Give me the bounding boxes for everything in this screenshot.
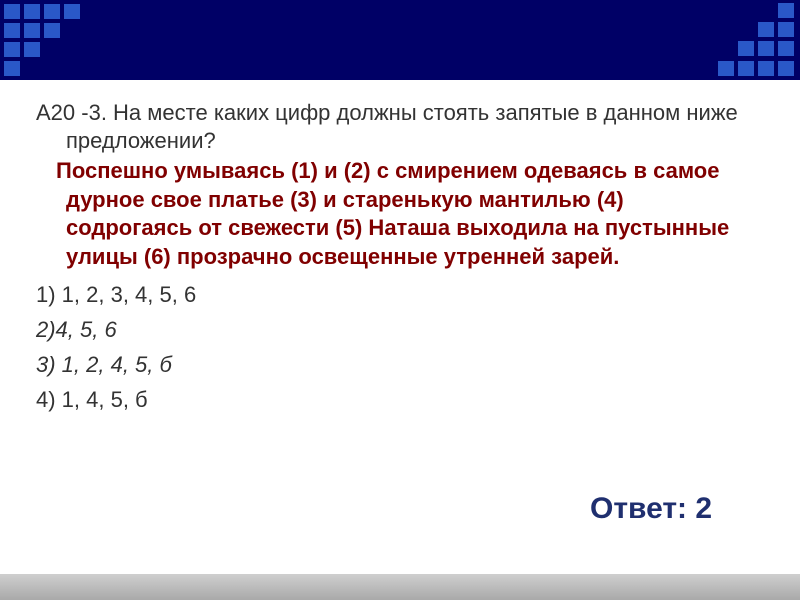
decor-square [758, 22, 774, 37]
decor-square [778, 22, 794, 37]
option-3: 3) 1, 2, 4, 5, б [36, 352, 172, 377]
decor-square [778, 61, 794, 76]
decor-square [64, 4, 80, 19]
option-1: 1) 1, 2, 3, 4, 5, 6 [36, 282, 197, 307]
decor-square [738, 61, 754, 76]
decor-square [758, 41, 774, 56]
slide-footer-band [0, 574, 800, 600]
option-4: 4) 1, 4, 5, б [36, 387, 148, 412]
question-text: А20 -3. На месте каких цифр должны стоять запятые в данном ниже предложении? [36, 100, 738, 153]
decor-square [44, 4, 60, 19]
decor-square [4, 61, 20, 76]
decor-square [758, 61, 774, 76]
decor-square [44, 23, 60, 38]
decor-square [24, 23, 40, 38]
decor-square [4, 42, 20, 57]
decor-square [24, 4, 40, 19]
answer-label: Ответ: 2 [590, 492, 713, 525]
answer-options [36, 277, 756, 417]
decor-square [738, 41, 754, 56]
slide-content [36, 99, 756, 417]
decor-square [4, 23, 20, 38]
example-sentence: Поспешно умываясь (1) и (2) с смирением одеваясь в самое дурное свое платье (3) и старенькую мантилью (4) содрогаясь от свежести (5) Наташа выходила на пустынные улицы (6) прозрачно освещенные утренней зарей. [56, 158, 730, 269]
decor-square [718, 61, 734, 76]
decor-square [778, 41, 794, 56]
decor-square [24, 42, 40, 57]
option-2: 2)4, 5, 6 [36, 317, 117, 342]
slide-header-band [0, 0, 800, 80]
decor-square [778, 3, 794, 18]
decor-square [4, 4, 20, 19]
